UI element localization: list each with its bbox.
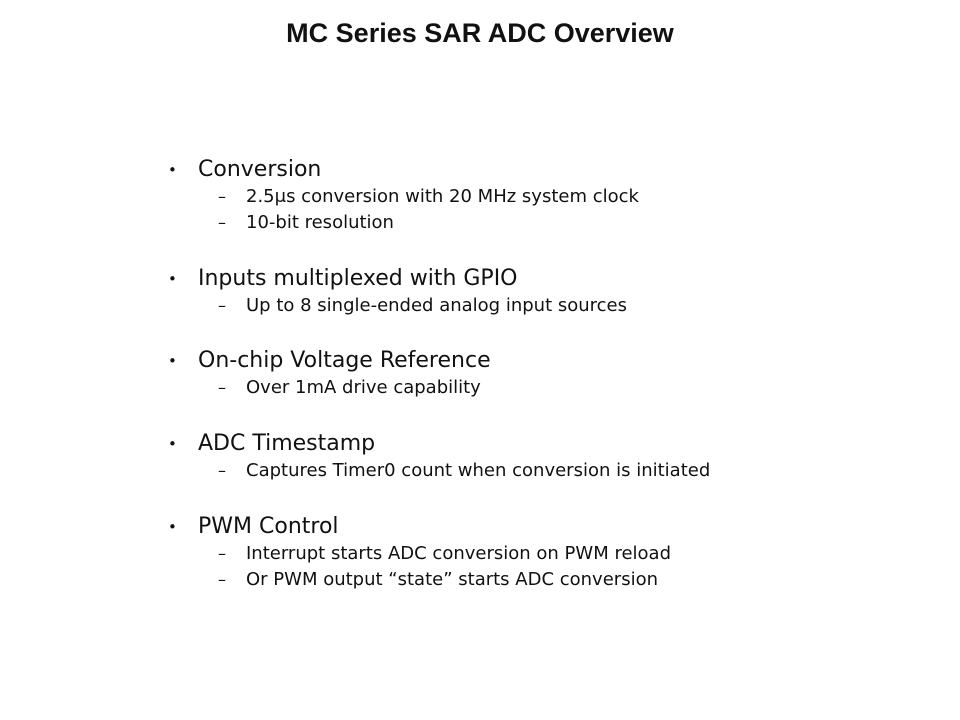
sub-bullet-text: Captures Timer0 count when conversion is initiated [246,460,711,481]
bullet-dot-icon: • [168,352,177,370]
sub-bullet-text: Interrupt starts ADC conversion on PWM reload [246,543,671,564]
dash-icon: – [218,296,226,315]
sub-bullet-text: Up to 8 single-ended analog input sources [246,295,628,316]
bullet-item [168,265,928,293]
bullet-text: Conversion [198,157,322,182]
bullet-dot-icon: • [168,270,177,288]
dash-icon: – [218,570,226,589]
sub-bullet-item [168,541,928,567]
sub-bullet-item [168,458,928,484]
sub-bullet-text: 2.5μs conversion with 20 MHz system clock [246,186,639,207]
sub-bullet-item [168,184,928,210]
bullet-item [168,156,928,184]
bullet-item [168,347,928,375]
dash-icon: – [218,187,226,206]
sub-bullet-text: 10-bit resolution [246,212,394,233]
bullet-conversion [168,156,928,236]
dash-icon: – [218,461,226,480]
bullet-item [168,513,928,541]
bullet-text: ADC Timestamp [198,431,376,456]
dash-icon: – [218,544,226,563]
bullet-dot-icon: • [168,518,177,536]
bullet-inputs-gpio [168,265,928,319]
sub-bullet-text: Over 1mA drive capability [246,377,481,398]
bullet-adc-timestamp [168,430,928,484]
bullet-text: PWM Control [198,514,339,539]
bullet-text: On-chip Voltage Reference [198,348,491,373]
slide-title: MC Series SAR ADC Overview [286,18,674,48]
bullet-item [168,430,928,458]
dash-icon: – [218,213,226,232]
sub-bullet-text: Or PWM output “state” starts ADC conversion [246,569,658,590]
bullet-pwm-control [168,513,928,593]
dash-icon: – [218,378,226,397]
bullet-dot-icon: • [168,161,177,179]
bullet-voltage-reference [168,347,928,401]
sub-bullet-item [168,210,928,236]
sub-bullet-item [168,293,928,319]
bullet-text: Inputs multiplexed with GPIO [198,266,518,291]
sub-bullet-item [168,567,928,593]
bullet-dot-icon: • [168,435,177,453]
sub-bullet-item [168,375,928,401]
